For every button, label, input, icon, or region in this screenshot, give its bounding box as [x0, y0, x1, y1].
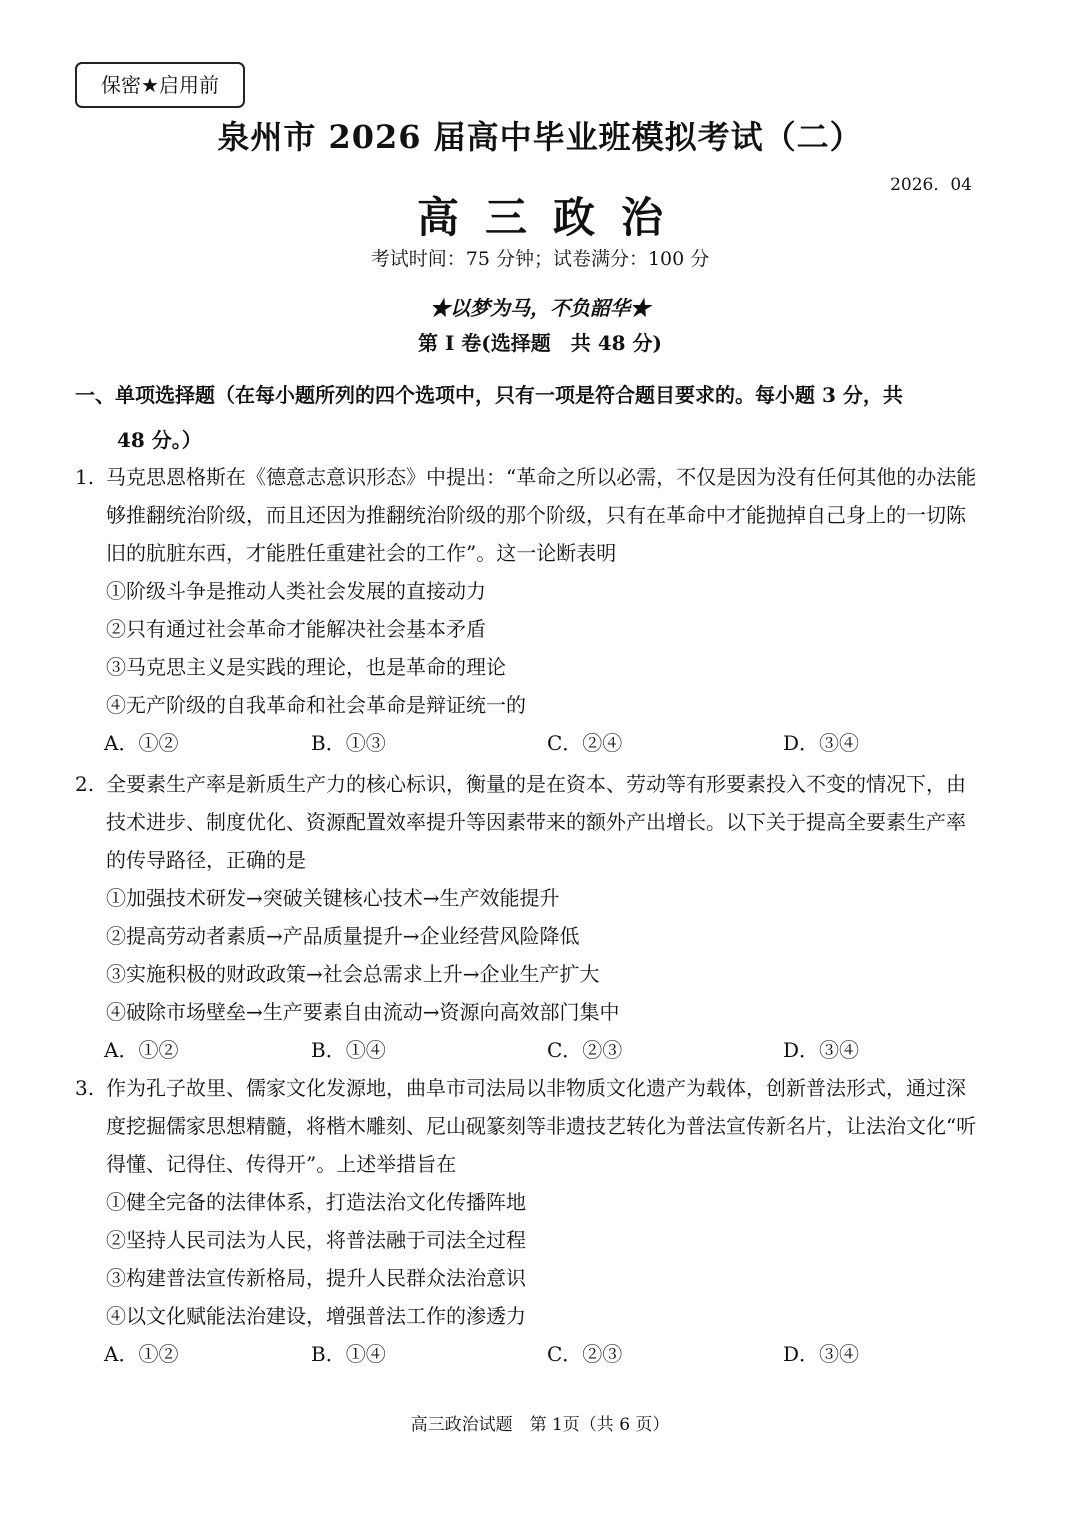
exam-title: 泉州市 2026 届高中毕业班模拟考试（二） [217, 118, 863, 156]
answer-options [75, 1031, 980, 1069]
exam-info: 考试时间：75 分钟；试卷满分：100 分 [370, 248, 710, 270]
confidential-label: 保密★启用前 [75, 62, 245, 108]
option-c: C．②④ [547, 731, 623, 755]
statement-item: ②提高劳动者素质→产品质量提升→企业经营风险降低 [106, 924, 580, 948]
statement-item: ④破除市场壁垒→生产要素自由流动→资源向高效部门集中 [106, 1000, 620, 1024]
option-b: B．①④ [311, 1038, 386, 1062]
section-heading-line1: 一、单项选择题（在每小题所列的四个选项中，只有一项是符合题目要求的。每小题 3 分，共 [75, 383, 903, 407]
answer-options [75, 724, 980, 762]
exam-date: 2026．04 [890, 175, 972, 195]
question-stem [75, 1069, 980, 1183]
option-d: D．③④ [783, 1038, 860, 1062]
page-footer: 高三政治试题 第 1页（共 6 页） [410, 1415, 670, 1435]
section-heading [75, 373, 980, 463]
slogan: ★以梦为马，不负韶华★ [430, 296, 650, 320]
option-a: A．①② [104, 731, 179, 755]
answer-options [75, 1335, 980, 1373]
question-1 [75, 458, 980, 762]
question-stem [75, 765, 980, 879]
statement-item: ①阶级斗争是推动人类社会发展的直接动力 [106, 579, 486, 603]
option-d: D．③④ [783, 1342, 860, 1366]
option-c: C．②③ [547, 1038, 623, 1062]
question-text: 作为孔子故里、儒家文化发源地，曲阜市司法局以非物质文化遗产为载体，创新普法形式，通过深度挖掘儒家思想精髓，将楷木雕刻、尼山砚篆刻等非遗技艺转化为普法宣传新名片，让法治文化“听得懂、记得住、传得开”。上述举措旨在 [106, 1076, 977, 1176]
option-c: C．②③ [547, 1342, 623, 1366]
statement-item: ①健全完备的法律体系，打造法治文化传播阵地 [106, 1190, 526, 1214]
question-text: 全要素生产率是新质生产力的核心标识，衡量的是在资本、劳动等有形要素投入不变的情况下，由技术进步、制度优化、资源配置效率提升等因素带来的额外产出增长。以下关于提高全要素生产率的传导路径，正确的是 [106, 772, 966, 872]
statement-item: ②坚持人民司法为人民，将普法融于司法全过程 [106, 1228, 526, 1252]
option-a: A．①② [104, 1038, 179, 1062]
option-a: A．①② [104, 1342, 179, 1366]
statement-item: ③马克思主义是实践的理论，也是革命的理论 [106, 655, 506, 679]
statement-item: ④无产阶级的自我革命和社会革命是辩证统一的 [106, 693, 526, 717]
volume-title: 第 I 卷(选择题 共 48 分) [418, 331, 662, 355]
option-b: B．①③ [311, 731, 386, 755]
subject-title: 高三政治 [416, 193, 689, 242]
question-number: 2. [75, 772, 95, 796]
question-number: 3. [75, 1076, 95, 1100]
question-number: 1. [75, 465, 95, 489]
question-stem [75, 458, 980, 572]
statement-item: ①加强技术研发→突破关键核心技术→生产效能提升 [106, 886, 560, 910]
option-b: B．①④ [311, 1342, 386, 1366]
question-3 [75, 1069, 980, 1373]
statement-item: ④以文化赋能法治建设，增强普法工作的渗透力 [106, 1304, 526, 1328]
statement-item: ③实施积极的财政政策→社会总需求上升→企业生产扩大 [106, 962, 600, 986]
question-2 [75, 765, 980, 1069]
section-heading-line2: 48 分。） [117, 428, 202, 452]
statement-item: ③构建普法宣传新格局，提升人民群众法治意识 [106, 1266, 526, 1290]
question-text: 马克思恩格斯在《德意志意识形态》中提出：“革命之所以必需，不仅是因为没有任何其他的办法能够推翻统治阶级，而且还因为推翻统治阶级的那个阶级，只有在革命中才能抛掉自己身上的一切陈旧的肮脏东西，才能胜任重建社会的工作”。这一论断表明 [106, 465, 977, 565]
statement-item: ②只有通过社会革命才能解决社会基本矛盾 [106, 617, 486, 641]
option-d: D．③④ [783, 731, 860, 755]
